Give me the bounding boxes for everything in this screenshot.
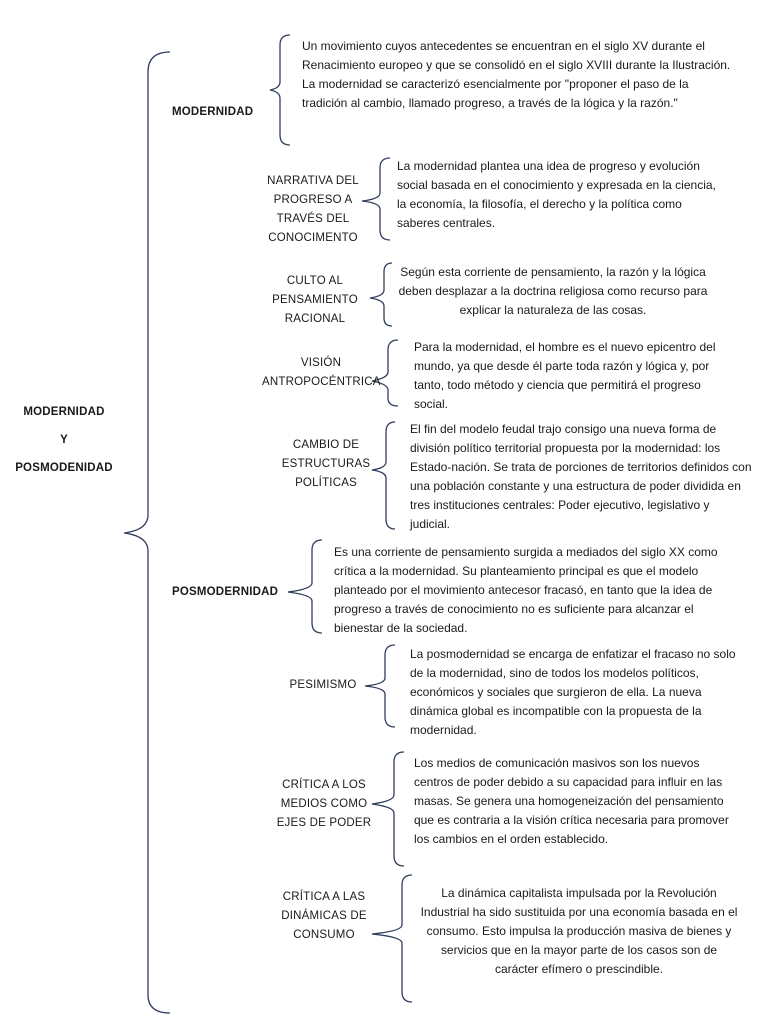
- root-title-line-1: MODERNIDAD: [23, 406, 105, 418]
- cambio-text: El fin del modelo feudal trajo consigo una nueva forma de división político territorial propuesta por la modernidad: los Estado-nación. Se trata de porciones de territorios definidos con una población constante y una estructura de poder dividida en tres instituciones centrales: Poder ejecutivo, legislativo y judicial.: [410, 422, 752, 531]
- modernidad-definition: Un movimiento cuyos antecedentes se encuentran en el siglo XV durante el Renacimiento europeo y que se consolidó en el siglo XVIII durante la Ilustración. La modernidad se caracterizó esencialmente por "proponer el paso de la tradición al cambio, llamado progreso, a través de la lógica y la razón.": [302, 39, 731, 110]
- narrativa-brace: [362, 158, 390, 240]
- modernidad-brace: [270, 35, 290, 145]
- medios-text: Los medios de comunicación masivos son los nuevos centros de poder debido a su capacidad para influir en las masas. Se genera una homogeneización del pensamiento que es contraria a la visión crítica necesaria para promover los cambios en el orden establecido.: [414, 756, 729, 846]
- pesimismo-label: PESIMISMO: [289, 679, 357, 691]
- pesimismo-text: La posmodernidad se encarga de enfatizar el fracaso no solo de la modernidad, sino de todos los modelos políticos, económicos y sociales que surgieron de ella. La nueva dinámica global es incompatible con la propuesta de la modernidad.: [410, 647, 736, 737]
- main-brace: [124, 52, 170, 1013]
- vision-label: VISIÓN ANTROPOCÉNTRICA: [262, 357, 381, 388]
- culto-brace: [370, 263, 392, 326]
- vision-text: Para la modernidad, el hombre es el nuevo epicentro del mundo, ya que desde él parte toda razón y lógica y, por tanto, todo método y ciencia que permitirá el progreso social.: [414, 340, 716, 411]
- consumo-brace: [372, 875, 412, 1002]
- culto-label: CULTO AL PENSAMIENTO RACIONAL: [272, 275, 358, 325]
- root-title-line-2: Y: [60, 434, 68, 446]
- narrativa-text: La modernidad plantea una idea de progreso y evolución social basada en el conocimiento y expresada en la ciencia, la economía, la filosofía, el derecho y la política como saberes centrales.: [397, 159, 716, 230]
- cambio-label: CAMBIO DE ESTRUCTURAS POLÍTICAS: [281, 439, 371, 489]
- posmodernidad-brace: [288, 540, 322, 633]
- posmodernidad-label: POSMODERNIDAD: [172, 586, 279, 598]
- root-title: [0, 398, 128, 482]
- culto-text: Según esta corriente de pensamiento, la razón y la lógica deben desplazar a la doctrina religiosa como recurso para explicar la naturaleza de las cosas.: [398, 265, 708, 317]
- narrativa-label: NARRATIVA DEL PROGRESO A TRAVÉS DEL CONOCIMENTO: [267, 175, 359, 244]
- medios-label: CRÍTICA A LOS MEDIOS COMO EJES DE PODER: [276, 779, 372, 829]
- posmodernidad-definition: Es una corriente de pensamiento surgida a mediados del siglo XX como crítica a la modernidad. Su planteamiento principal es que el modelo planteado por el movimiento antecesor fracasó, en tanto que la idea de progreso a través de conocimiento no es suficiente para alcanzar el bienestar de la sociedad.: [334, 545, 718, 635]
- modernidad-label: MODERNIDAD: [172, 106, 254, 118]
- medios-brace: [372, 752, 404, 866]
- root-title-line-3: POSMODENIDAD: [15, 462, 113, 474]
- consumo-text: La dinámica capitalista impulsada por la Revolución Industrial ha sido sustituida por una economía basada en el consumo. Esto impulsa la producción masiva de bienes y servicios que en la mayor parte de los casos son de carácter efímero o prescindible.: [420, 886, 738, 976]
- consumo-label: CRÍTICA A LAS DINÁMICAS DE CONSUMO: [281, 891, 367, 941]
- pesimismo-brace: [365, 645, 395, 727]
